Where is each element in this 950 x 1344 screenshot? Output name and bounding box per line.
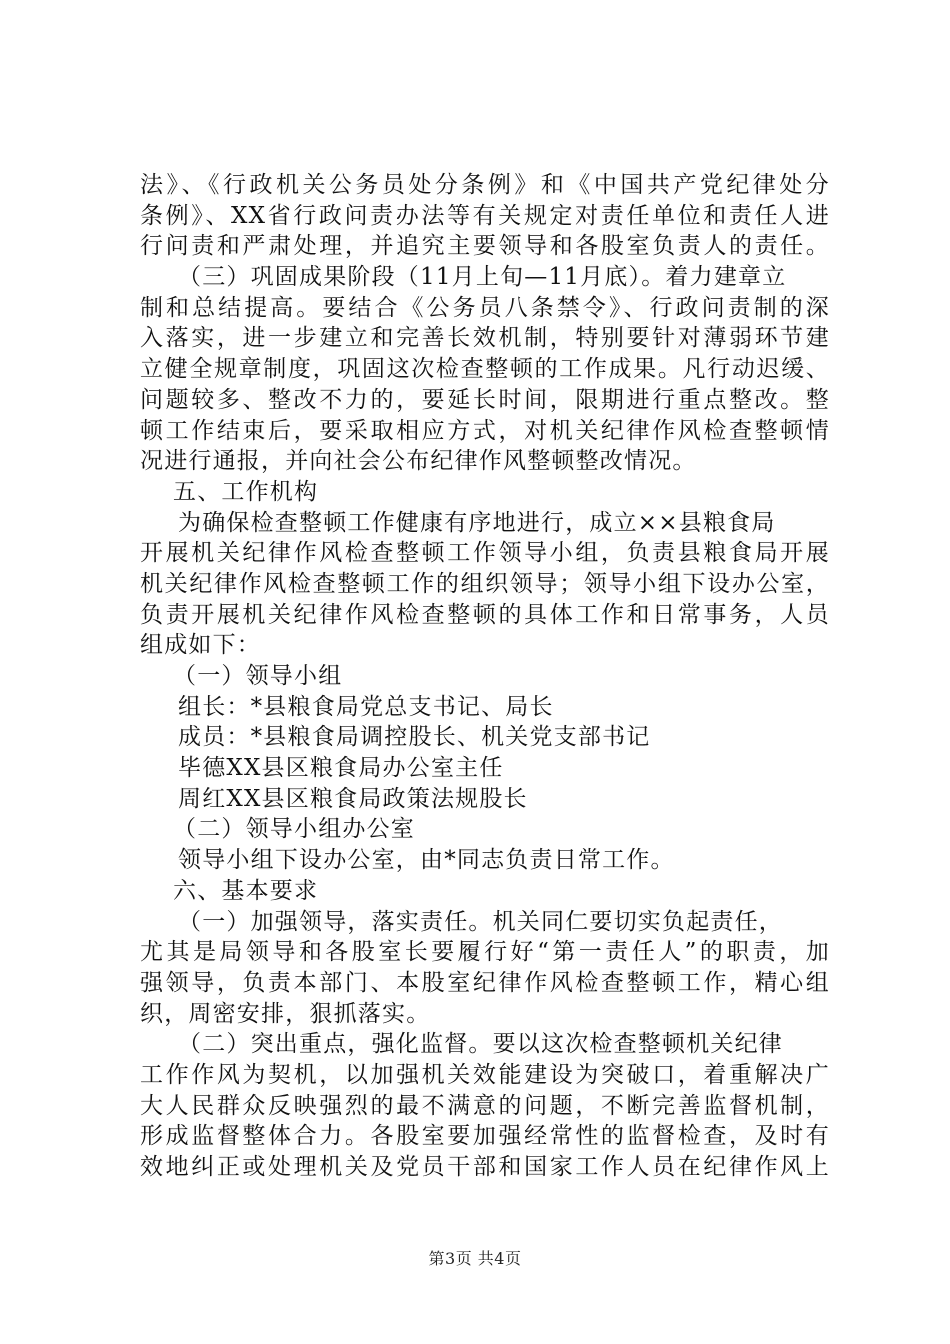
text-line: 强领导，负责本部门、本股室纪律作风检查整顿工作，精心组 [140, 969, 830, 996]
text-line: 效地纠正或处理机关及党员干部和国家工作人员在纪律作风上 [140, 1154, 830, 1180]
text-line: 开展机关纪律作风检查整顿工作领导小组，负责县粮食局开展 [140, 540, 830, 567]
text-line: 立健全规章制度，巩固这次检查整顿的工作成果。凡行动迟缓、 [140, 356, 830, 383]
text-line: 大人民群众反映强烈的最不满意的问题，不断完善监督机制， [140, 1092, 830, 1119]
text-line: 毕德XX县区粮食局办公室主任 [178, 755, 504, 782]
text-line: 织，周密安排，狠抓落实。 [140, 1000, 431, 1027]
text-line: 组长：*县粮食局党总支书记、局长 [178, 693, 554, 720]
text-line: 行问责和严肃处理，并追究主要领导和各股室负责人的责任。 [140, 233, 830, 260]
text-line: 机关纪律作风检查整顿工作的组织领导；领导小组下设办公室， [140, 570, 830, 597]
document-body [140, 170, 830, 1183]
text-line: 形成监督整体合力。各股室要加强经常性的监督检查，及时有 [140, 1123, 830, 1150]
text-line: 法》、《行政机关公务员处分条例》和《中国共产党纪律处分 [140, 172, 830, 198]
section-heading: 五、工作机构 [173, 478, 319, 505]
text-line: 条例》、XX省行政问责办法等有关规定对责任单位和责任人进 [140, 202, 830, 229]
text-line: 领导小组下设办公室，由*同志负责日常工作。 [178, 847, 675, 874]
text-line: 工作作风为契机，以加强机关效能建设为突破口，着重解决广 [140, 1061, 830, 1088]
text-line: 制和总结提高。要结合《公务员八条禁令》、行政问责制的深 [140, 294, 830, 321]
subsection-heading: （一）领导小组 [173, 663, 343, 689]
text-line: 负责开展机关纪律作风检查整顿的具体工作和日常事务，人员 [140, 601, 830, 628]
text-line: 成员：*县粮食局调控股长、机关党支部书记 [178, 724, 651, 751]
text-line: 问题较多、整改不力的，要延长时间，限期进行重点整改。整 [140, 386, 830, 413]
text-line: （三）巩固成果阶段（11月上旬—11月底）。着力建章立 [178, 264, 787, 291]
text-line: 为确保检查整顿工作健康有序地进行，成立××县粮食局 [178, 509, 776, 536]
page-footer [0, 1246, 950, 1269]
subsection-heading: （二）领导小组办公室 [173, 816, 415, 843]
text-line: 周红XX县区粮食局政策法规股长 [178, 785, 528, 812]
text-line: 况进行通报，并向社会公布纪律作风整顿整改情况。 [140, 448, 697, 475]
page-number-label: 第3页 共4页 [428, 1249, 522, 1268]
text-line: 顿工作结束后，要采取相应方式，对机关纪律作风检查整顿情 [140, 417, 830, 444]
text-line: （二）突出重点，强化监督。要以这次检查整顿机关纪律 [178, 1031, 783, 1058]
text-line: 尤其是局领导和各股室长要履行好“第一责任人”的职责，加 [140, 939, 830, 966]
text-line: 入落实，进一步建立和完善长效机制，特别要针对薄弱环节建 [140, 325, 830, 352]
section-heading: 六、基本要求 [173, 877, 319, 904]
text-line: 组成如下： [140, 632, 261, 659]
text-line: （一）加强领导，落实责任。机关同仁要切实负起责任， [178, 908, 783, 935]
